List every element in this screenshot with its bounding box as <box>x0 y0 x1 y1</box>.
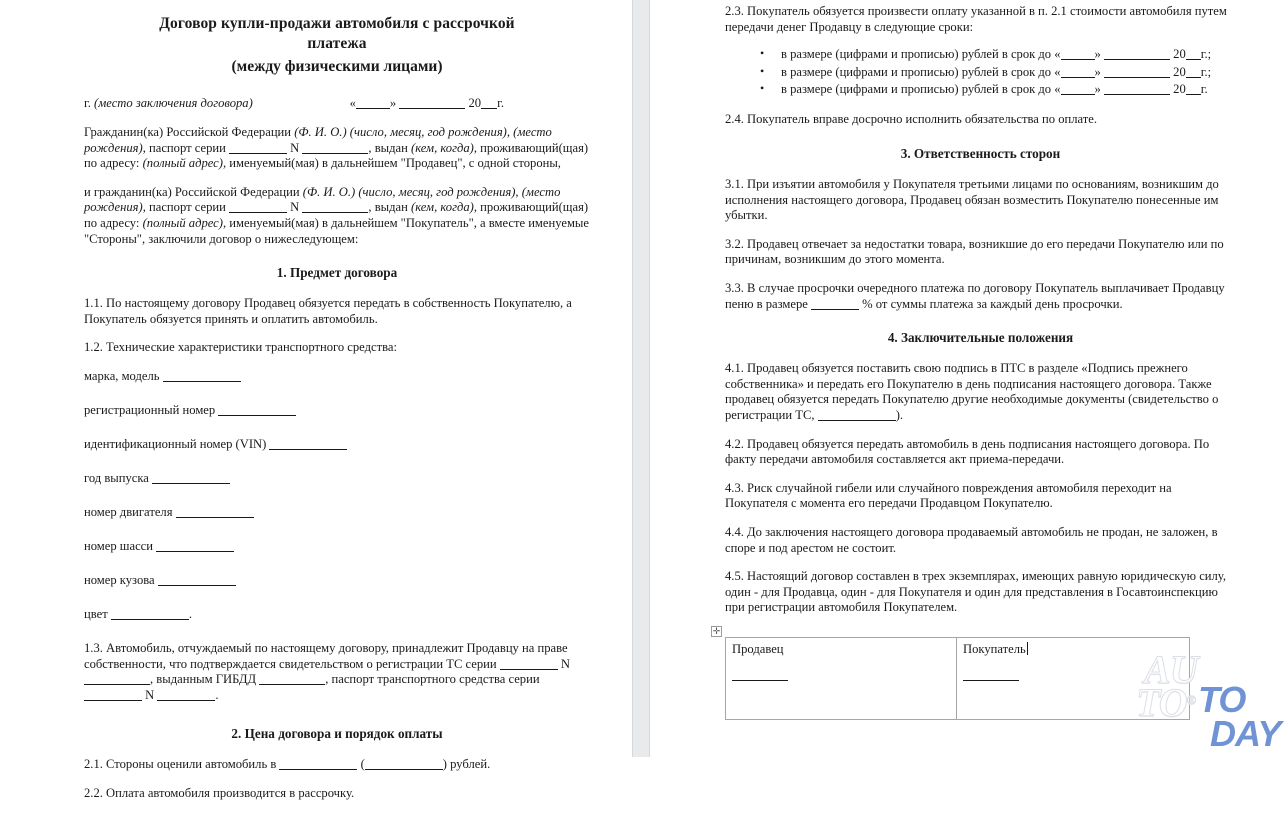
spec-vin: идентификационный номер (VIN) <box>84 437 590 452</box>
seller-label: Продавец <box>732 642 784 656</box>
signature-table-wrapper <box>712 626 1175 720</box>
signature-cell-buyer[interactable] <box>957 638 1190 720</box>
signature-table <box>725 637 1190 720</box>
section-heading-2: 2. Цена договора и порядок оплаты <box>231 726 443 742</box>
spec-brand-model: марка, модель <box>84 369 590 384</box>
watermark-blue-day: DAY <box>1210 713 1281 754</box>
payment-item: • в размере (цифрами и прописью) рублей в срок до « » 20 г. <box>781 81 1236 98</box>
clause-4-2: 4.2. Продавец обязуется передать автомобиль в день подписания настоящего договора. По факту передачи автомобиля составляется акт приема-передачи. <box>725 436 1210 467</box>
contract-date: « » 20 г. <box>349 96 504 110</box>
spec-body-number: номер кузова <box>84 573 590 588</box>
buyer-label: Покупатель <box>963 642 1026 656</box>
section-heading-4: 4. Заключительные положения <box>887 330 1074 346</box>
place-and-date-row <box>84 95 590 111</box>
seller-party-paragraph: Гражданин(ка) Российской Федерации (Ф. И. О.) (число, месяц, год рождения), (место рождения), паспорт серии N , выдан (кем, когда), проживающий(щая) по адресу: (полный адрес), именуемый(мая) в дальнейшем "Продавец", с одной стороны, <box>84 125 589 171</box>
clause-3-2: 3.2. Продавец отвечает за недостатки товара, возникшие до его передачи Покупателю или по причинам, возникшим до этого момента. <box>725 236 1224 267</box>
clause-4-3: 4.3. Риск случайной гибели или случайного повреждения автомобиля переходит на Покупателя с момента его передачи Продавцом Покупателю. <box>725 480 1172 511</box>
spec-color: цвет . <box>84 606 193 621</box>
payment-item: • в размере (цифрами и прописью) рублей в срок до « » 20 г.; <box>781 46 1236 63</box>
page-title <box>84 14 590 54</box>
clause-4-5: 4.5. Настоящий договор составлен в трех экземплярах, имеющих равную юридическую силу, один - для Продавца, один - для Покупателя и один для представления в Госавтоинспекцию при регистрации автомобиля Покупателем. <box>725 569 1226 615</box>
buyer-party-paragraph: и гражданин(ка) Российской Федерации (Ф. И. О.) (число, месяц, год рождения), (место рождения), паспорт серии N , выдан (кем, когда), проживающий(щая) по адресу: (полный адрес), именуемый(мая) в дальнейшем "Покупатель", а вместе именуемые "Стороны", заключили договор о нижеследующем: <box>84 184 589 246</box>
clause-2-1: 2.1. Стороны оценили автомобиль в ( ) рублей. <box>84 757 491 772</box>
clause-1-3: 1.3. Автомобиль, отчуждаемый по настоящему договору, принадлежит Продавцу на праве собственности, что подтверждается свидетельством о регистрации ТС серии N , выданным ГИБДД , паспорт транспортного средства серии N . <box>84 640 571 702</box>
section-heading-3: 3. Ответственность сторон <box>900 146 1061 161</box>
title-line-2: платежа <box>307 35 367 52</box>
title-line-1: Договор купли-продажи автомобиля с рассрочкой <box>159 15 515 32</box>
table-move-handle-icon[interactable]: ✛ <box>712 626 721 636</box>
clause-2-3: 2.3. Покупатель обязуется произвести оплату указанной в п. 2.1 стоимости автомобиля путем передачи денег Продавцу в следующие сроки: <box>725 4 1227 34</box>
watermark-line-au: AU <box>1144 647 1198 692</box>
clause-2-2: 2.2. Оплата автомобиля производится в рассрочку. <box>84 785 355 800</box>
document-column-right <box>725 0 1236 629</box>
spec-engine-number: номер двигателя <box>84 505 590 520</box>
watermark-blue-to: TO <box>1198 679 1246 720</box>
page-separator <box>632 0 650 757</box>
payment-schedule-list <box>725 46 1236 98</box>
spec-year: год выпуска <box>84 471 590 486</box>
spec-chassis-number: номер шасси <box>84 539 590 554</box>
clause-1-1: 1.1. По настоящему договору Продавец обязуется передать в собственность Покупателю, а Покупатель обязуется принять и оплатить автомобиль. <box>84 296 572 326</box>
document-column-left <box>84 0 590 815</box>
clause-3-1: 3.1. При изъятии автомобиля у Покупателя третьими лицами по основаниям, возникшим до исполнения настоящего договора, Продавец обязан возместить Покупателю понесенные им убытки. <box>725 177 1219 223</box>
table-row <box>726 638 1190 720</box>
section-heading-1: 1. Предмет договора <box>276 265 398 281</box>
watermark-line-to: TO® <box>1136 680 1196 725</box>
registered-mark-icon: ® <box>1186 692 1196 707</box>
spec-registration-number: регистрационный номер <box>84 403 590 418</box>
signature-cell-seller[interactable] <box>726 638 957 720</box>
clause-4-1: 4.1. Продавец обязуется поставить свою подпись в ПТС в разделе «Подпись прежнего собственника» и передать его Покупателю в день подписания настоящего договора. Также продавец обязуется передать Покупателю другие необходимые документы (свидетельство о регистрации ТС, ). <box>725 361 1219 422</box>
clause-1-2: 1.2. Технические характеристики транспортного средства: <box>84 340 397 355</box>
text-cursor <box>1027 642 1028 655</box>
clause-3-3: 3.3. В случае просрочки очередного платежа по договору Покупатель выплачивает Продавцу пеню в размере % от суммы платежа за каждый день просрочки. <box>725 280 1225 311</box>
payment-item: • в размере (цифрами и прописью) рублей в срок до « » 20 г.; <box>781 64 1236 81</box>
clause-2-4: 2.4. Покупатель вправе досрочно исполнить обязательства по оплате. <box>725 112 1098 127</box>
page-subtitle: (между физическими лицами) <box>231 58 443 75</box>
seller-signature-line <box>732 679 788 681</box>
clause-4-4: 4.4. До заключения настоящего договора продаваемый автомобиль не продан, не заложен, в споре и под арестом не состоит. <box>725 524 1218 555</box>
buyer-signature-line <box>963 679 1019 681</box>
place-of-conclusion: г. (место заключения договора) <box>84 96 253 110</box>
